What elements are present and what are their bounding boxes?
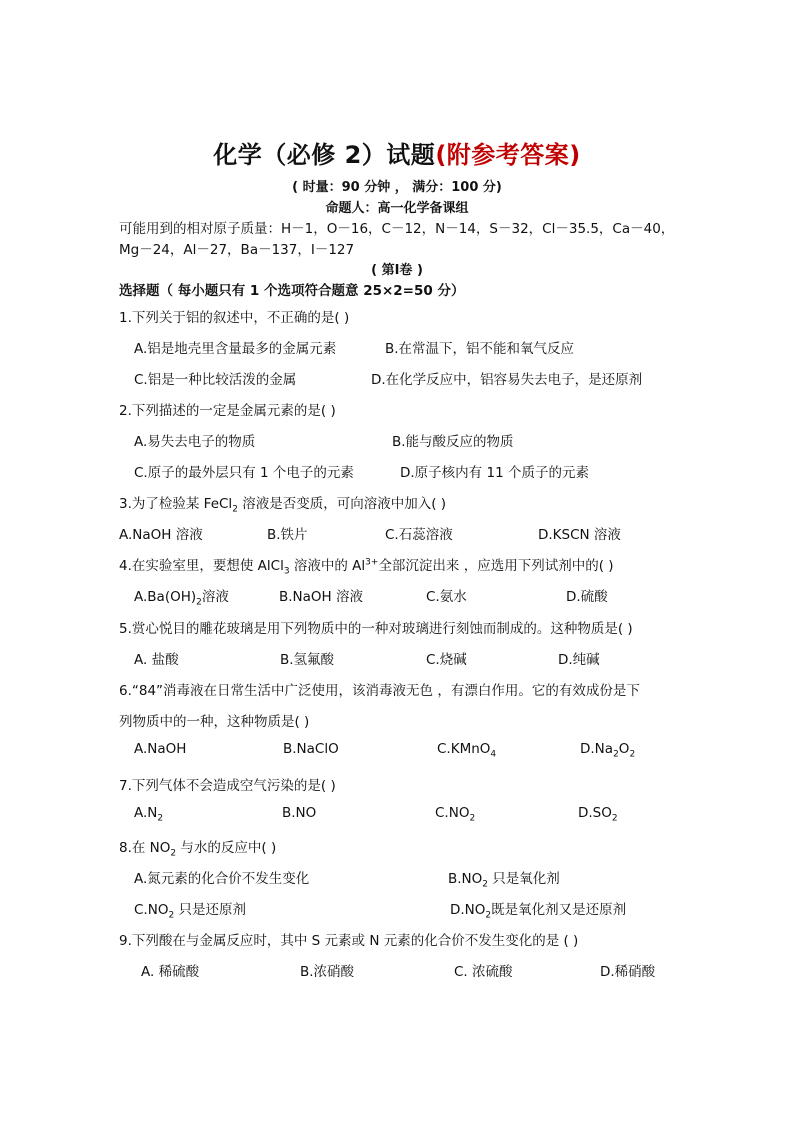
q7-option-d: $D.SO_2$ [578,805,618,824]
q1-option-d: D.在化学反应中，铝容易失去电子，是还原剂 [371,372,643,388]
q4-option-b: B.NaOH 溶液 [279,589,363,605]
q8-option-b: $B.NO_2$ 只是氧化剂 [448,871,560,890]
q6-option-a: A.NaOH [134,741,187,757]
q3-option-b: B.铁片 [267,527,308,543]
q6-option-b: B.NaClO [283,741,339,757]
q9-stem: 9.下列酸在与金属反应时，其中 S 元素或 N 元素的化合价不发生变化的是 ( ) [119,933,579,949]
page-title [0,135,794,170]
q3-option-a: A.NaOH 溶液 [119,527,203,543]
q8-option-d: $D.NO_2$既是氧化剂又是还原剂 [450,902,627,921]
q7-option-b: B.NO [282,805,317,821]
q7-option-c: $C.NO_2$ [435,805,476,824]
q9-option-a: A. 稀硫酸 [141,964,200,980]
q2-option-b: B.能与酸反应的物质 [392,434,514,450]
q8-option-a: A.氮元素的化合价不发生变化 [134,871,310,887]
q8-stem: 8.在 $NO_2$ 与水的反应中( ) [119,840,277,859]
q5-option-c: C.烧碱 [426,652,467,668]
q9-option-c: C. 浓硫酸 [454,964,513,980]
q4-option-a: $A.Ba(OH)_2$溶液 [134,589,229,608]
q9-option-b: B.浓硝酸 [300,964,355,980]
q5-option-a: A. 盐酸 [134,652,179,668]
q1-option-a: A.铝是地壳里含量最多的金属元素 [134,341,337,357]
q2-option-d: D.原子核内有 11 个质子的元素 [400,465,589,481]
q3-option-c: C.石蕊溶液 [385,527,453,543]
volume-label: ( 第Ⅰ卷 ) [371,263,423,278]
q1-option-c: C.铝是一种比较活泼的金属 [134,372,297,388]
q6-stem-line-1: 6.“84”消毒液在日常生活中广泛使用，该消毒液无色 ，有漂白作用。它的有效成份是下 [119,683,640,699]
q4-option-d: D.硫酸 [566,589,608,605]
title-main: 化学（必修 2）试题 [213,141,436,169]
q4-option-c: C.氨水 [426,589,467,605]
atomic-mass-line-2: Mg－24，Al－27，Ba－137，I－127 [119,242,355,258]
q6-option-d: $D.Na_2O_2$ [580,741,636,760]
q5-stem: 5.赏心悦目的雕花玻璃是用下列物质中的一种对玻璃进行刻蚀而制成的。这种物质是( ) [119,621,633,637]
q6-option-c: C.KMnO$_4$ [437,741,497,760]
q5-option-b: B.氢氟酸 [280,652,335,668]
q2-stem: 2.下列描述的一定是金属元素的是( ) [119,403,336,419]
section-heading: 选择题（ 每小题只有 1 个选项符合题意 25×2=50 分） [119,283,465,299]
q2-option-a: A.易失去电子的物质 [134,434,256,450]
q8-option-c: $C.NO_2$ 只是还原剂 [134,902,246,921]
title-answer-note: (附参考答案) [435,141,581,169]
q6-stem-line-2: 列物质中的一种，这种物质是( ) [119,714,310,730]
q1-option-b: B.在常温下，铝不能和氧气反应 [385,341,575,357]
q3-stem: 3.为了检验某 FeCl$_2$ 溶液是否变质，可向溶液中加入( ) [119,496,447,515]
exam-author: 命题人：高一化学备课组 [325,201,469,216]
q1-stem: 1.下列关于铝的叙述中，不正确的是( ) [119,310,350,326]
q7-stem: 7.下列气体不会造成空气污染的是( ) [119,778,336,794]
q2-option-c: C.原子的最外层只有 1 个电子的元素 [134,465,354,481]
q3-option-d: D.KSCN 溶液 [538,527,621,543]
q9-option-d: D.稀硝酸 [600,964,656,980]
atomic-mass-line-1: 可能用到的相对原子质量：H－1，O－16，C－12，N－14，S－32，Cl－35.5，Ca－40， [119,221,675,237]
exam-time-info: ( 时量：90 分钟 ， 满分：100 分) [292,180,502,195]
q4-stem: 4.在实验室里，要想使 AlCl$_3$ 溶液中的 $Al^{3+}$全部沉淀出来 ，应选用下列试剂中的( ) [119,557,614,577]
q5-option-d: D.纯碱 [558,652,600,668]
q7-option-a: $A.N_2$ [134,805,164,824]
